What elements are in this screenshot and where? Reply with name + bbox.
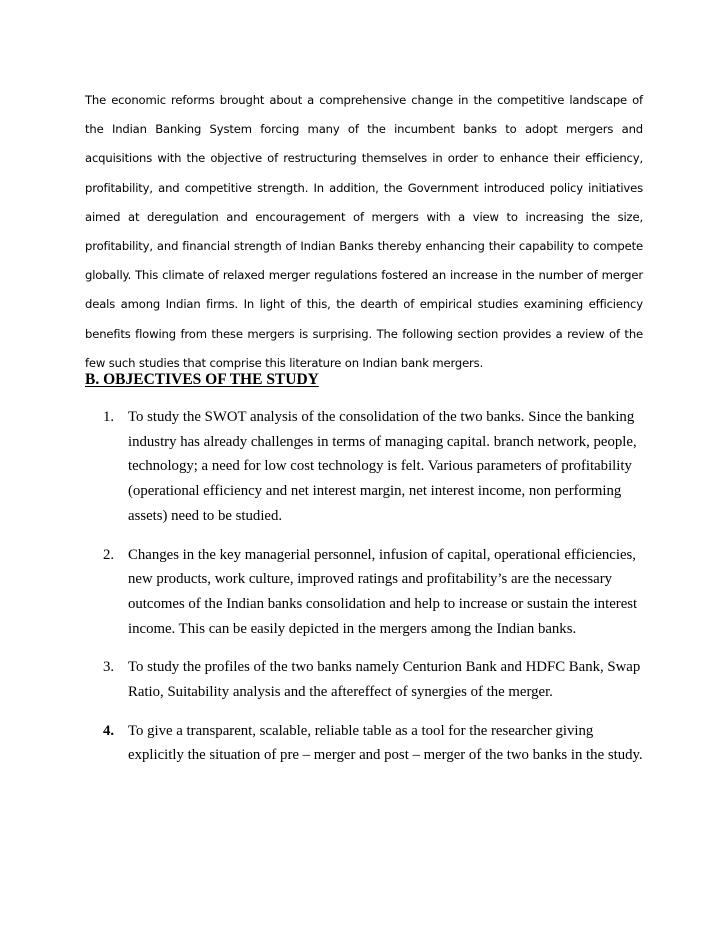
objective-item-2 — [103, 543, 648, 642]
section-heading: B. OBJECTIVES OF THE STUDY — [85, 371, 319, 388]
objective-text: To give a transparent, scalable, reliable table as a tool for the researcher giving explicitly the situation of pre – merger and post – merger of the two banks in the study. — [128, 722, 643, 764]
objective-number: 1. — [103, 409, 115, 425]
objective-number: 3. — [103, 659, 115, 676]
objective-text: To study the profiles of the two banks namely Centurion Bank and HDFC Bank, Swap Ratio, Suitability analysis and the aftereffect of synergies of the merger. — [128, 659, 641, 701]
objective-item-4 — [103, 719, 648, 768]
objective-item-1 — [103, 405, 648, 529]
objective-item-3 — [103, 655, 648, 704]
objective-text: To study the SWOT analysis of the consolidation of the two banks. Since the banking industry has already challenges in terms of managing capital. branch network, people, technology; a need for low cost technology is felt. Various parameters of profitability (operational efficiency and net interest margin, net interest income, non performing assets) need to be studied. — [128, 409, 637, 524]
objectives-list — [103, 405, 648, 782]
intro-paragraph: The economic reforms brought about a comprehensive change in the competitive landscape of the Indian Banking System forcing many of the incumbent banks to adopt mergers and acquisitions with the objective of restructuring themselves in order to enhance their efficiency, profitability, and competitive strength. In addition, the Government introduced policy initiatives aimed at deregulation and encouragement of mergers with a view to increasing the size, profitability, and financial strength of Indian Banks thereby enhancing their capability to compete globally. This climate of relaxed merger regulations fostered an increase in the number of merger deals among Indian firms. In light of this, the dearth of empirical studies examining efficiency benefits flowing from these mergers is surprising. The following section provides a review of the few such studies that comprise this literature on Indian bank mergers. — [85, 93, 643, 370]
objective-text: Changes in the key managerial personnel, infusion of capital, operational efficiencies, new products, work culture, improved ratings and profitability’s are the necessary outcomes of the Indian banks consolidation and help to increase or sustain the interest income. This can be easily depicted in the mergers among the Indian banks. — [128, 546, 638, 637]
objective-number: 2. — [103, 546, 115, 563]
objective-number: 4. — [103, 722, 115, 739]
